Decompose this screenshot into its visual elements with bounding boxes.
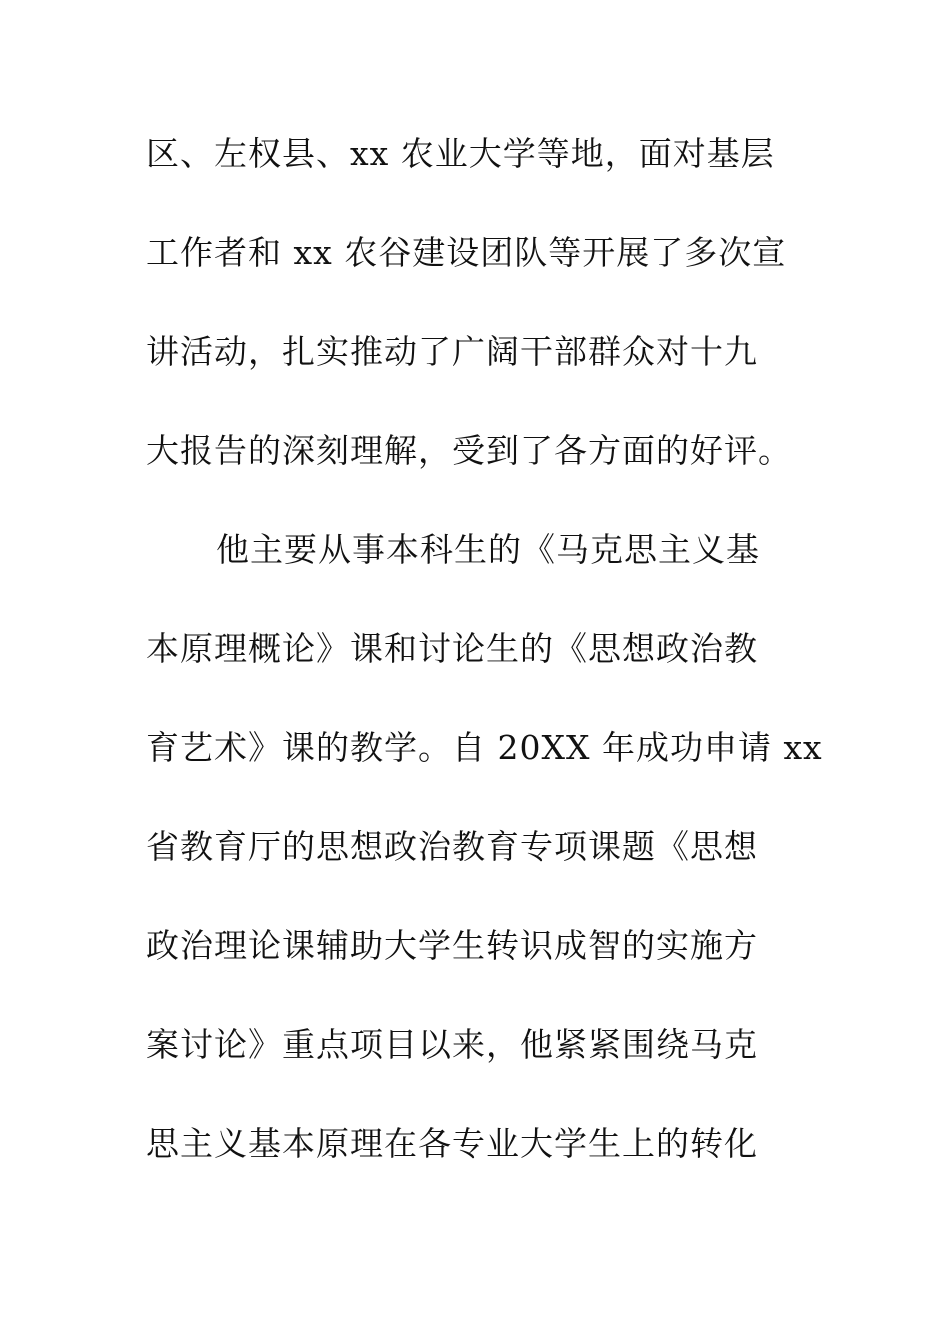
text-line: 讲活动，扎实推动了广阔干部群众对十九 bbox=[146, 332, 758, 371]
text-line: 工作者和 xx 农谷建设团队等开展了多次宣 bbox=[146, 233, 787, 272]
text-line: 大报告的深刻理解，受到了各方面的好评。 bbox=[146, 431, 792, 470]
text-line: 育艺术》课的教学。自 20XX 年成功申请 xx bbox=[146, 728, 823, 767]
text-line: 思主义基本原理在各专业大学生上的转化 bbox=[146, 1124, 758, 1163]
text-line: 区、左权县、xx 农业大学等地，面对基层 bbox=[146, 134, 775, 173]
text-line: 省教育厅的思想政治教育专项课题《思想 bbox=[146, 827, 758, 866]
body-text bbox=[146, 122, 823, 1211]
text-line: 政治理论课辅助大学生转识成智的实施方 bbox=[146, 926, 758, 965]
text-line: 案讨论》重点项目以来，他紧紧围绕马克 bbox=[146, 1025, 758, 1064]
text-line: 本原理概论》课和讨论生的《思想政治教 bbox=[146, 629, 758, 668]
paragraph-start-line: 他主要从事本科生的《马克思主义基 bbox=[216, 530, 760, 569]
